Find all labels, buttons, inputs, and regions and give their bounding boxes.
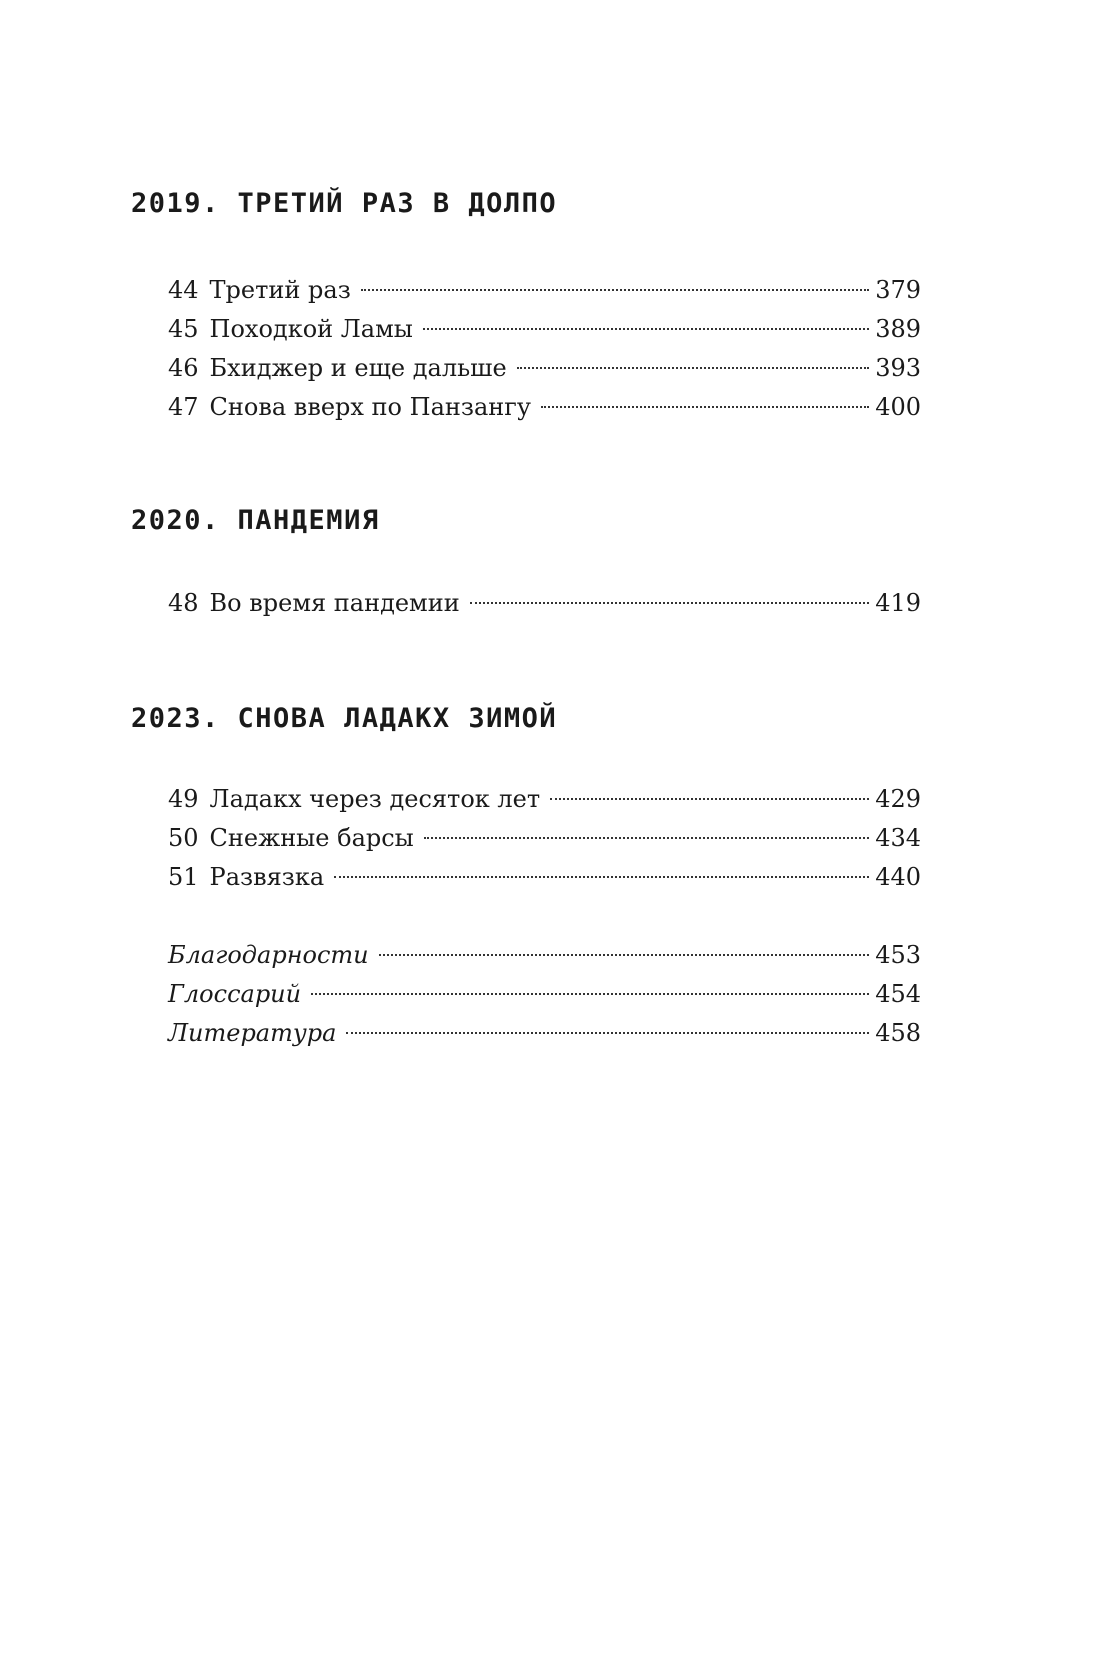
toc-list xyxy=(168,780,921,897)
dot-leader xyxy=(361,289,869,291)
chapter-number: 46 xyxy=(168,354,199,382)
page-number: 458 xyxy=(875,1019,921,1047)
toc-list xyxy=(168,584,921,623)
chapter-number: 49 xyxy=(168,785,199,813)
back-matter-title: Благодарности xyxy=(168,941,369,969)
dot-leader xyxy=(424,837,869,839)
page-number: 440 xyxy=(875,863,921,891)
chapter-title: Ладакх через десяток лет xyxy=(209,785,541,813)
page-number: 434 xyxy=(875,824,921,852)
chapter-title: Снежные барсы xyxy=(209,824,414,852)
toc-entry[interactable] xyxy=(168,584,921,623)
page-number: 400 xyxy=(875,393,921,421)
toc-entry[interactable] xyxy=(168,271,921,310)
chapter-number: 44 xyxy=(168,276,199,304)
page-number: 419 xyxy=(875,589,921,617)
toc-entry[interactable] xyxy=(168,310,921,349)
section-heading: 2019. ТРЕТИЙ РАЗ В ДОЛПО xyxy=(131,188,558,219)
toc-entry[interactable] xyxy=(168,858,921,897)
page-number: 379 xyxy=(875,276,921,304)
dot-leader xyxy=(379,954,870,956)
toc-entry[interactable] xyxy=(168,349,921,388)
page-number: 453 xyxy=(875,941,921,969)
back-matter-title: Глоссарий xyxy=(168,980,302,1008)
toc-entry[interactable] xyxy=(168,975,921,1014)
page-number: 429 xyxy=(875,785,921,813)
toc-entry[interactable] xyxy=(168,780,921,819)
dot-leader xyxy=(334,876,869,878)
page-number: 393 xyxy=(875,354,921,382)
chapter-number: 45 xyxy=(168,315,199,343)
chapter-number: 51 xyxy=(168,863,199,891)
toc-entry[interactable] xyxy=(168,388,921,427)
chapter-number: 47 xyxy=(168,393,199,421)
toc-entry[interactable] xyxy=(168,819,921,858)
back-matter-title: Литература xyxy=(168,1019,337,1047)
chapter-title: Походкой Ламы xyxy=(209,315,413,343)
page-number: 454 xyxy=(875,980,921,1008)
toc-list xyxy=(168,271,921,427)
chapter-title: Развязка xyxy=(209,863,325,891)
dot-leader xyxy=(423,328,869,330)
chapter-title: Бхиджер и еще дальше xyxy=(209,354,507,382)
chapter-title: Снова вверх по Панзангу xyxy=(209,393,531,421)
page-number: 389 xyxy=(875,315,921,343)
chapter-title: Во время пандемии xyxy=(209,589,460,617)
section-heading: 2020. ПАНДЕМИЯ xyxy=(131,505,380,536)
chapter-number: 50 xyxy=(168,824,199,852)
chapter-title: Третий раз xyxy=(209,276,351,304)
dot-leader xyxy=(346,1032,869,1034)
dot-leader xyxy=(517,367,870,369)
section-heading: 2023. СНОВА ЛАДАКХ ЗИМОЙ xyxy=(131,703,558,734)
dot-leader xyxy=(550,798,869,800)
toc-entry[interactable] xyxy=(168,1014,921,1053)
chapter-number: 48 xyxy=(168,589,199,617)
dot-leader xyxy=(541,406,869,408)
toc-entry[interactable] xyxy=(168,936,921,975)
back-matter-list xyxy=(168,936,921,1053)
dot-leader xyxy=(311,993,869,995)
dot-leader xyxy=(470,602,869,604)
